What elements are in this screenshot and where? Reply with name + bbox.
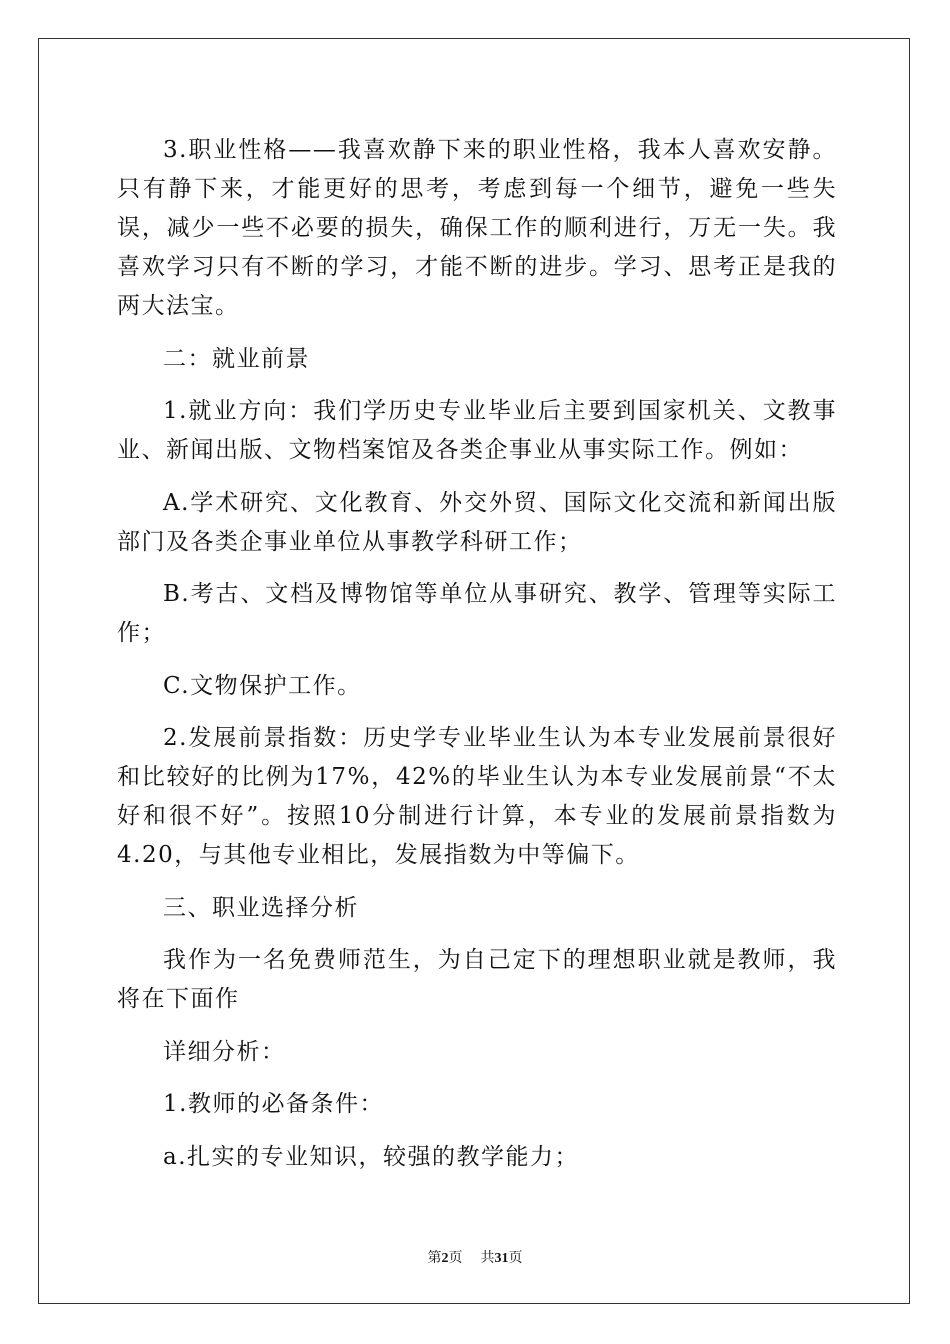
heading-employment-prospects: 二：就业前景 — [163, 345, 310, 372]
paragraph-employment-direction: 1.就业方向：我们学历史专业毕业后主要到国家机关、文教事业、新闻出版、文物档案馆及各类企事业从事实际工作。例如： — [117, 398, 837, 463]
page-footer — [0, 1247, 950, 1267]
paragraph-detailed-analysis: 详细分析： — [163, 1038, 286, 1065]
paragraph-ideal-career: 我作为一名免费师范生，为自己定下的理想职业就是教师，我将在下面作 — [117, 947, 837, 1012]
list-item-c: C.文物保护工作。 — [163, 672, 362, 699]
list-item-a-lower: a.扎实的专业知识，较强的教学能力； — [163, 1143, 580, 1170]
document-body — [117, 131, 837, 1190]
page-number: 2 — [441, 1251, 449, 1266]
list-item-b: B.考古、文档及博物馆等单位从事研究、教学、管理等实际工作； — [117, 581, 837, 646]
total-prefix: 共 — [480, 1251, 495, 1266]
paragraph-development-index: 2.发展前景指数：历史学专业毕业生认为本专业发展前景很好和比较好的比例为17%，42%的毕业生认为本专业发展前景“不太好和很不好”。按照10分制进行计算，本专业的发展前景指数为4.20，与其他专业相比，发展指数为中等偏下。 — [117, 725, 837, 868]
total-suffix: 页 — [508, 1251, 523, 1266]
total-pages: 31 — [494, 1251, 509, 1266]
paragraph-teacher-requirements: 1.教师的必备条件： — [163, 1091, 384, 1117]
page-suffix: 页 — [448, 1251, 463, 1266]
page-prefix: 第 — [427, 1251, 442, 1266]
heading-career-choice-analysis: 三、职业选择分析 — [163, 894, 359, 921]
list-item-a: A.学术研究、文化教育、外交外贸、国际文化交流和新闻出版部门及各类企事业单位从事教学科研工作； — [117, 489, 837, 555]
paragraph-career-personality: 3.职业性格——我喜欢静下来的职业性格，我本人喜欢安静。只有静下来，才能更好的思考，考虑到每一个细节，避免一些失误，减少一些不必要的损失，确保工作的顺利进行，万无一失。我喜欢学习只有不断的学习，才能不断的进步。学习、思考正是我的两大法宝。 — [117, 137, 837, 319]
